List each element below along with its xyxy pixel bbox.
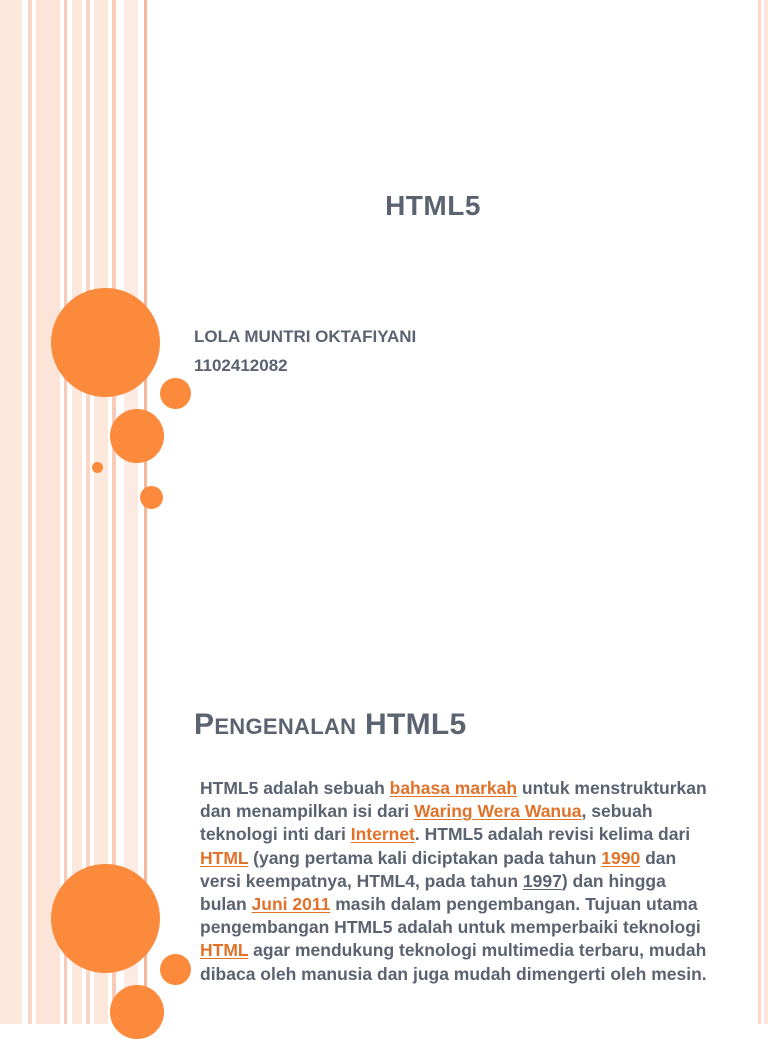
body-link[interactable]: Internet [350, 824, 415, 845]
body-link[interactable]: Juni 2011 [251, 894, 331, 915]
body-text-segment: ) dan hingga bulan [200, 870, 666, 915]
decorative-circle-small [160, 954, 191, 985]
decorative-circle-medium [110, 409, 164, 463]
section-title [194, 708, 467, 742]
body-link[interactable]: 1990 [601, 847, 641, 868]
author-name: LOLA MUNTRI OKTAFIYANI [194, 327, 417, 346]
slide-title: HTML5 [385, 190, 481, 221]
decorative-circle-large [51, 288, 160, 397]
body-paragraph [200, 777, 712, 986]
decorative-circle-tiny [92, 462, 103, 473]
stripe [36, 0, 60, 1024]
body-link[interactable]: HTML [200, 847, 249, 868]
right-stripe [764, 0, 768, 1024]
body-text-segment: untuk menstrukturkan dan menampilkan isi dari [200, 778, 707, 822]
body-text-segment: HTML5 adalah sebuah [200, 778, 390, 798]
body-link[interactable]: bahasa markah [389, 778, 518, 798]
decorative-circle-medium [110, 985, 164, 1039]
title-small-caps: ENGENALAN [214, 714, 357, 739]
body-text-segment: masih dalam pengembangan. Tujuan utama pengembangan HTML5 adalah untuk memperbaiki teknologi [200, 894, 701, 938]
stripe [28, 0, 32, 1024]
decorative-circle-small [160, 378, 191, 409]
student-id: 1102412082 [194, 356, 288, 375]
title-suffix: HTML5 [356, 708, 467, 741]
body-link[interactable]: HTML [200, 940, 249, 961]
author-block [194, 322, 416, 380]
body-link[interactable]: Waring Wera Wanua [413, 801, 582, 822]
stripe [0, 0, 22, 1024]
title-initial: P [194, 708, 215, 741]
body-text-segment: dan versi keempatnya, HTML4, pada tahun [200, 847, 677, 891]
body-text-segment: . HTML5 adalah revisi kelima dari [414, 824, 691, 845]
right-stripe [758, 0, 761, 1024]
body-text-segment: , sebuah teknologi inti dari [200, 801, 653, 845]
decorative-circle-large [51, 864, 160, 973]
body-link[interactable]: 1997 [522, 870, 562, 891]
body-text-segment: agar mendukung teknologi multimedia terbaru, mudah dibaca oleh manusia dan juga mudah dimengerti oleh mesin. [200, 940, 707, 984]
body-text-segment: (yang pertama kali diciptakan pada tahun [248, 847, 602, 868]
stripe [64, 0, 67, 1024]
stripe [144, 0, 147, 1024]
decorative-circle-small [140, 486, 163, 509]
